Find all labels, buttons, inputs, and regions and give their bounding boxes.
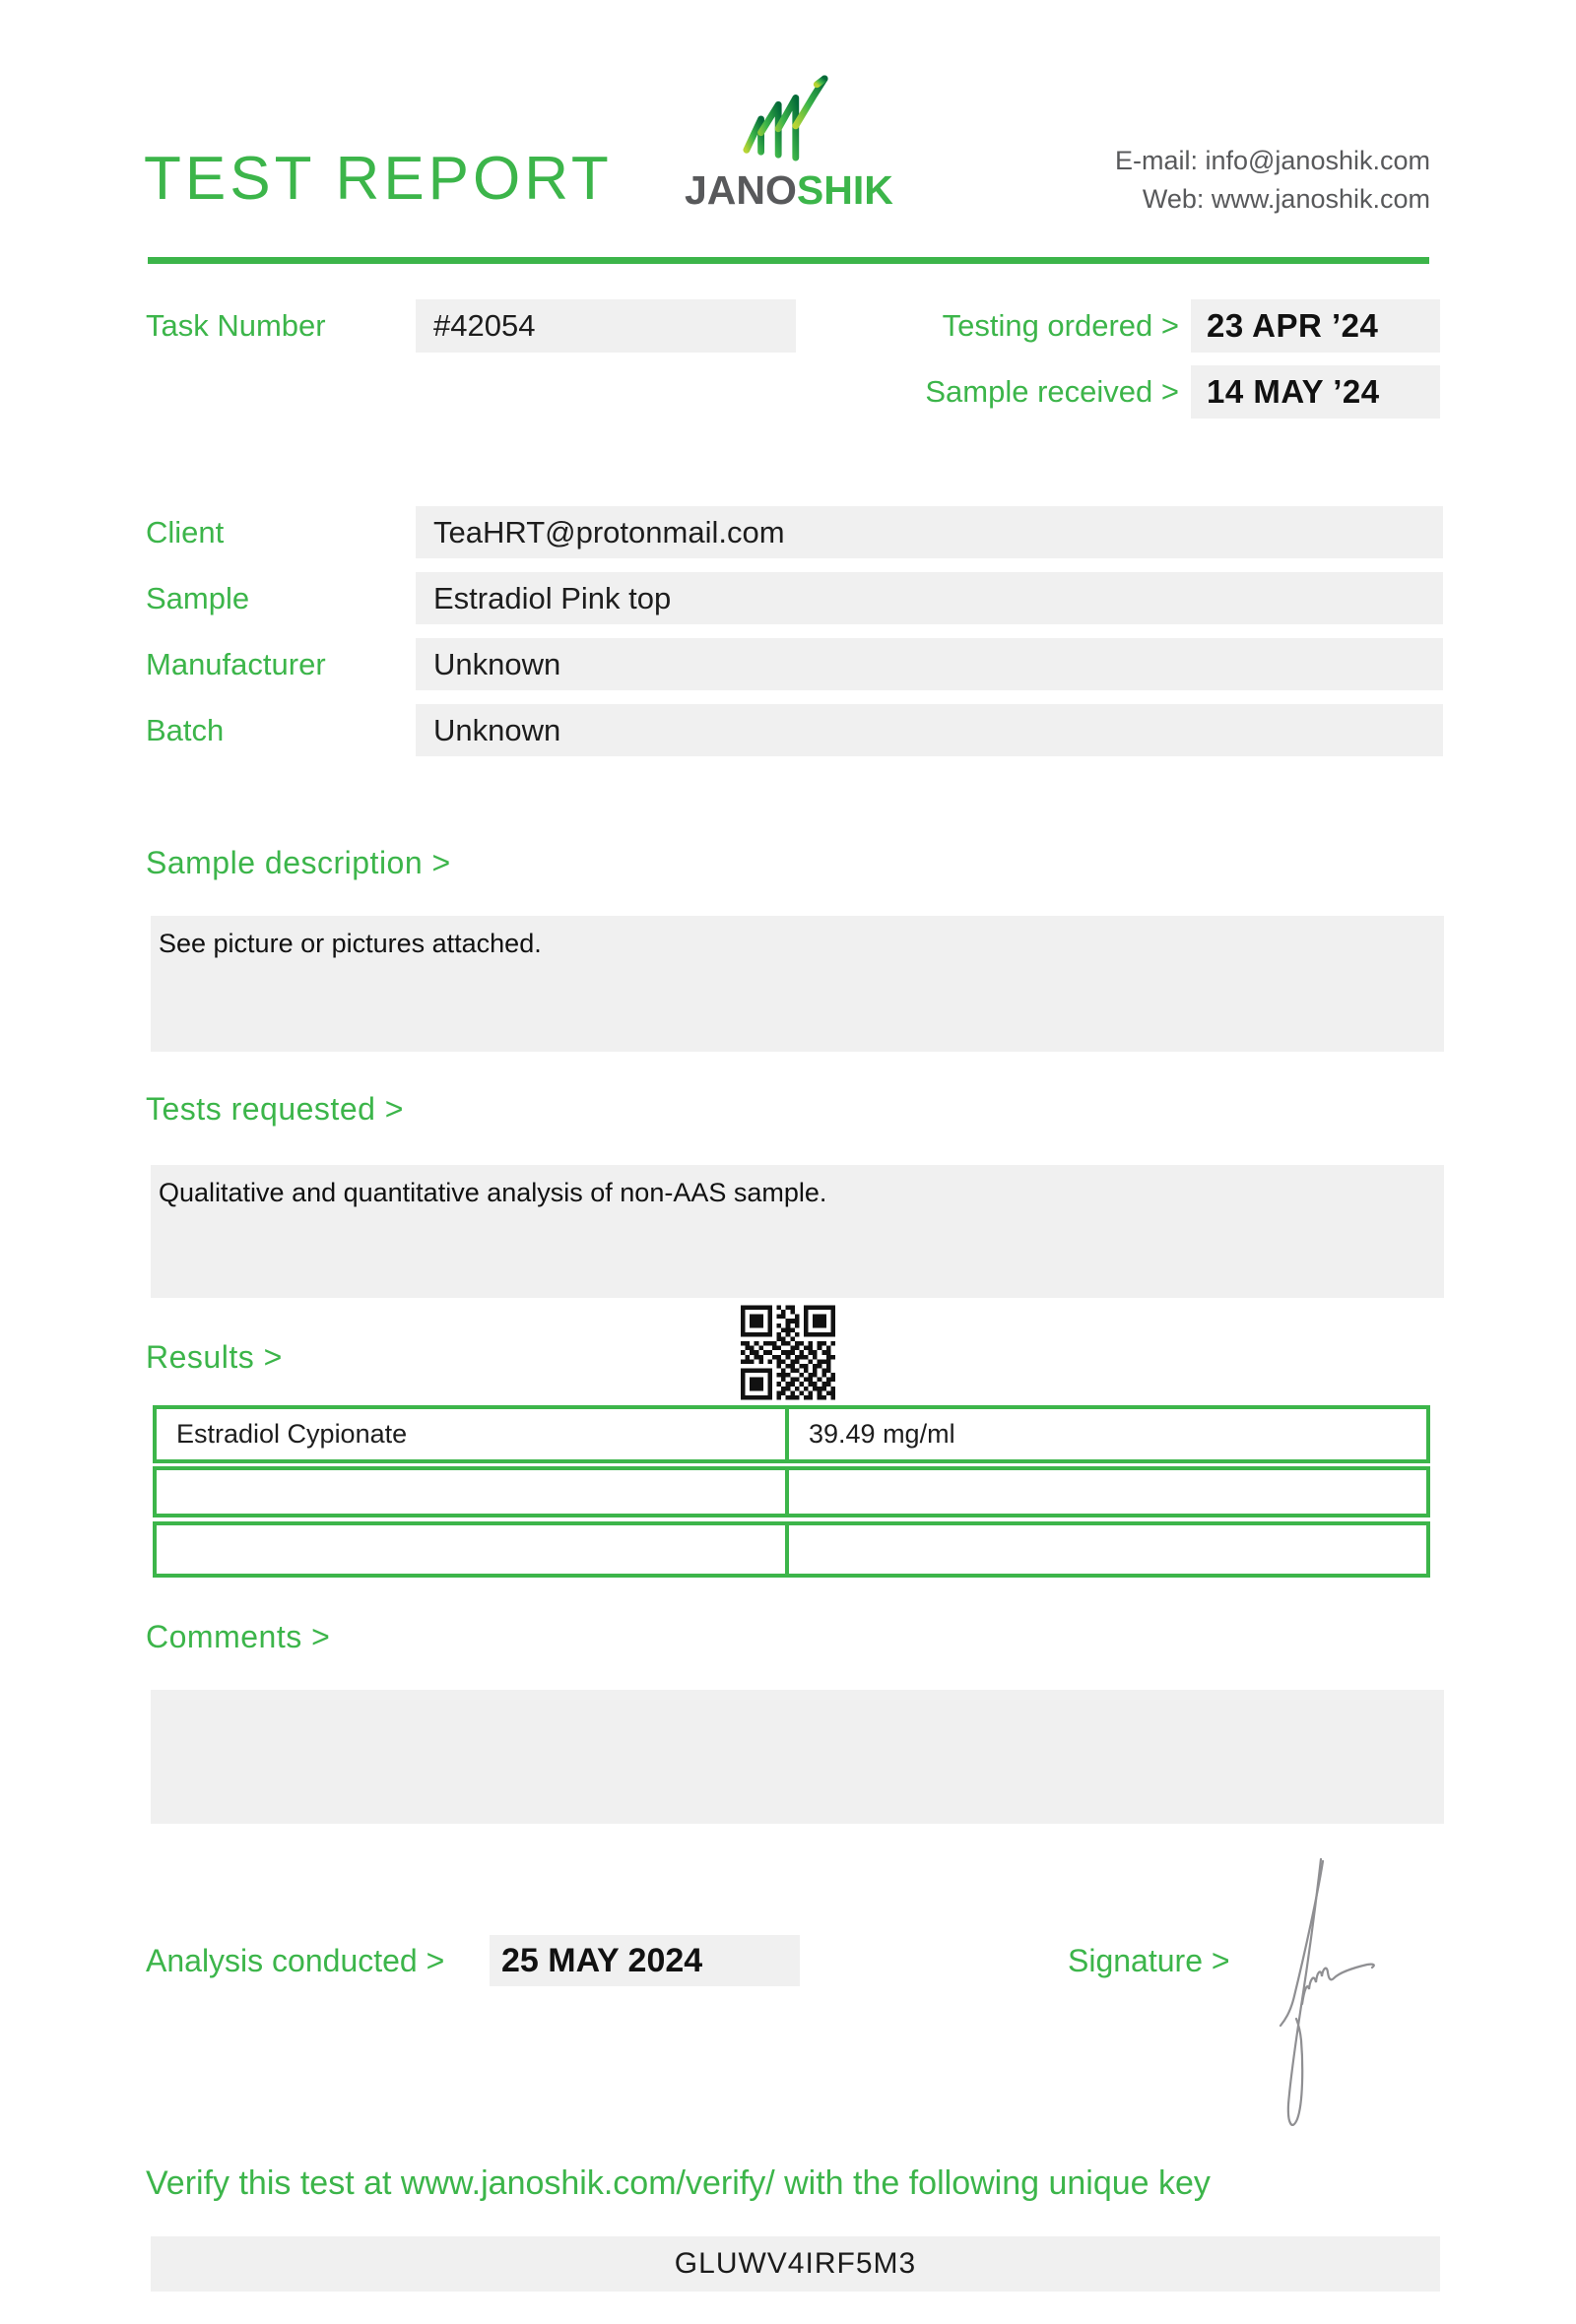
- results-heading: Results >: [146, 1339, 283, 1375]
- sample-received-label: Sample received >: [925, 374, 1179, 409]
- testing-ordered-value: 23 APR ’24: [1191, 299, 1440, 353]
- result-value: [789, 1470, 1426, 1514]
- tests-requested-heading: Tests requested >: [146, 1091, 404, 1127]
- analysis-conducted-label: Analysis conducted >: [146, 1943, 445, 1978]
- verify-key: GLUWV4IRF5M3: [151, 2236, 1440, 2292]
- manufacturer-value: Unknown: [416, 638, 1443, 690]
- result-analyte: Estradiol Cypionate: [157, 1409, 789, 1459]
- results-table-row: [153, 1521, 1430, 1578]
- sample-label: Sample: [146, 581, 250, 615]
- result-value: 39.49 mg/ml: [809, 1419, 955, 1449]
- contact-email: E-mail: info@janoshik.com: [1114, 146, 1430, 175]
- results-table-row: [153, 1405, 1430, 1463]
- comments-text: [151, 1690, 1444, 1824]
- result-analyte: [157, 1470, 789, 1514]
- contact-block: [1115, 142, 1430, 219]
- verify-instruction: Verify this test at www.janoshik.com/verify/ with the following unique key: [146, 2164, 1211, 2202]
- manufacturer-label: Manufacturer: [146, 647, 326, 681]
- task-number-value: #42054: [416, 299, 796, 353]
- signature-label: Signature >: [1068, 1943, 1230, 1978]
- analysis-conducted-date: 25 MAY 2024: [490, 1935, 800, 1986]
- sample-description-text: See picture or pictures attached.: [151, 916, 1444, 1052]
- task-number-label: Task Number: [146, 308, 326, 343]
- comments-heading: Comments >: [146, 1619, 331, 1654]
- batch-label: Batch: [146, 713, 225, 747]
- batch-value: Unknown: [416, 704, 1443, 756]
- logo-text-dark: JANO: [685, 167, 797, 213]
- result-value: [789, 1525, 1426, 1574]
- header-divider: [148, 257, 1429, 264]
- client-value: TeaHRT@protonmail.com: [416, 506, 1443, 558]
- growth-chart-icon: [737, 73, 835, 161]
- client-label: Client: [146, 515, 225, 549]
- results-table-row: [153, 1466, 1430, 1517]
- sample-received-value: 14 MAY ’24: [1191, 365, 1440, 419]
- logo-wordmark: [685, 167, 893, 214]
- page-title: TEST REPORT: [144, 145, 613, 213]
- testing-ordered-label: Testing ordered >: [942, 308, 1179, 343]
- logo-text-green: SHIK: [796, 167, 893, 213]
- tests-requested-text: Qualitative and quantitative analysis of non-AAS sample.: [151, 1165, 1444, 1298]
- qr-code: [741, 1305, 835, 1400]
- result-analyte: [157, 1525, 789, 1574]
- signature-image: [1261, 1824, 1482, 2149]
- contact-web: Web: www.janoshik.com: [1142, 184, 1430, 214]
- sample-value: Estradiol Pink top: [416, 572, 1443, 624]
- sample-description-heading: Sample description >: [146, 845, 451, 880]
